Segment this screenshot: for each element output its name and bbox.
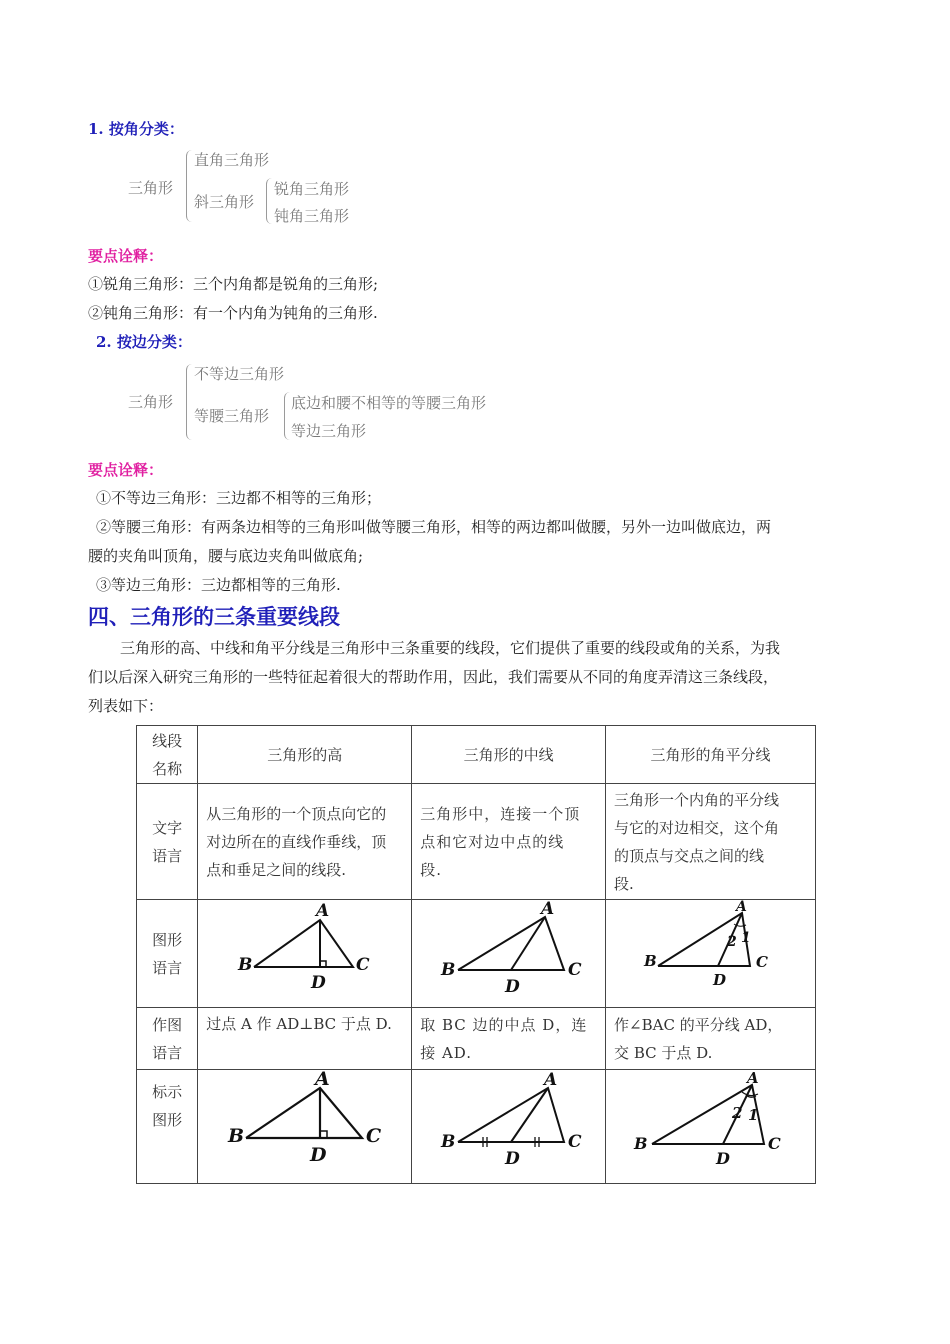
cell-label-marked <box>137 1070 198 1184</box>
triangle-abc <box>254 920 353 967</box>
label-d: D <box>713 971 727 989</box>
label-1: 1 <box>748 1106 759 1124</box>
label-c: C <box>568 960 582 980</box>
cell-label-text <box>137 784 198 900</box>
cell-text: 接 AD. <box>420 1043 473 1062</box>
cell-text: 三角形中，连接一个顶 <box>420 804 581 823</box>
sec1-note-1: ①锐角三角形：三个内角都是锐角的三角形; <box>88 275 379 293</box>
label-1: 1 <box>741 930 751 946</box>
altitude-marked-diagram <box>198 1070 410 1174</box>
cell-text: 从三角形的一个顶点向它的 <box>206 804 387 823</box>
label-b: B <box>644 952 657 970</box>
cell-median-text <box>412 784 606 900</box>
cell-bisector-text <box>606 784 816 900</box>
median-line-ad <box>511 1088 548 1142</box>
cell-text: 语言 <box>152 846 183 865</box>
sec2-isosceles: 等腰三角形 <box>194 407 270 425</box>
cell-text: 图形 <box>152 1111 183 1129</box>
cell-text: 的顶点与交点之间的线 <box>614 846 765 865</box>
cell-text: 取 BC 边的中点 D，连 <box>420 1015 588 1034</box>
cell-median-figure <box>412 900 606 1008</box>
cell-text: 过点 A 作 AD⊥BC 于点 D. <box>206 1015 392 1033</box>
cell-text: 标示 <box>152 1083 183 1101</box>
sec1-note-title: 要点诠释： <box>88 247 164 265</box>
table-row-marked <box>137 1070 816 1184</box>
sec2-brace-main <box>186 364 193 440</box>
cell-text: 图形 <box>152 930 183 949</box>
cell-text: 名称 <box>152 759 183 778</box>
cell-text: 对边所在的直线作垂线，顶 <box>206 832 387 851</box>
triangle-abc <box>458 1088 564 1142</box>
label-d: D <box>311 973 327 993</box>
sec1-oblique-triangle: 斜三角形 <box>194 193 255 211</box>
sec1-obtuse-triangle: 钝角三角形 <box>274 207 350 225</box>
sec2-note-2b: 腰的夹角叫顶角，腰与底边夹角叫做底角; <box>88 547 364 565</box>
sec2-title: 2. 按边分类： <box>96 333 192 351</box>
cell-altitude-figure <box>198 900 412 1008</box>
sec1-right-triangle: 直角三角形 <box>194 151 270 169</box>
table-row-construction <box>137 1008 816 1070</box>
sec2-note-title: 要点诠释： <box>88 461 164 479</box>
sec2-iso-sub2: 等边三角形 <box>291 422 367 440</box>
bisector-marked-diagram <box>606 1070 814 1174</box>
label-a: A <box>747 1070 759 1087</box>
label-d: D <box>310 1144 327 1166</box>
label-b: B <box>228 1125 245 1147</box>
sec2-note-2a: ②等腰三角形：有两条边相等的三角形叫做等腰三角形，相等的两边都叫做腰，另外一边叫做底边，两 <box>96 518 772 536</box>
triangle-abc <box>246 1088 362 1138</box>
cell-head-altitude: 三角形的高 <box>198 726 412 784</box>
intro-line-3: 列表如下： <box>88 697 164 715</box>
label-a: A <box>736 900 747 915</box>
cell-label-figure <box>137 900 198 1008</box>
label-d: D <box>505 1149 520 1169</box>
cell-text: 作图 <box>152 1015 183 1034</box>
sec1-acute-triangle: 锐角三角形 <box>274 180 350 198</box>
sec2-note-3: ③等边三角形：三边都相等的三角形. <box>96 576 341 594</box>
cell-text: 三角形一个内角的平分线 <box>614 790 780 809</box>
cell-text: 段. <box>420 860 442 879</box>
label-a: A <box>541 900 555 919</box>
sec1-root: 三角形 <box>128 179 174 197</box>
cell-text: 语言 <box>152 1043 183 1062</box>
label-b: B <box>634 1134 648 1153</box>
label-b: B <box>238 955 253 975</box>
table-row-header <box>137 726 816 784</box>
label-d: D <box>505 977 520 997</box>
cell-text: 线段 <box>152 731 183 750</box>
cell-head-median: 三角形的中线 <box>412 726 606 784</box>
sec1-brace-main <box>186 150 193 222</box>
label-d: D <box>716 1149 730 1168</box>
angle-arc-outer <box>742 1092 758 1096</box>
cell-bisector-marked <box>606 1070 816 1184</box>
label-c: C <box>568 1132 582 1152</box>
label-a: A <box>315 1070 331 1090</box>
label-a: A <box>316 901 330 921</box>
cell-bisector-construction <box>606 1008 816 1070</box>
altitude-diagram <box>198 900 410 998</box>
cell-median-marked <box>412 1070 606 1184</box>
cell-text: 点和垂足之间的线段. <box>206 860 347 879</box>
cell-head-name <box>137 726 198 784</box>
median-line-ad <box>511 917 545 970</box>
bisector-diagram <box>606 900 814 998</box>
cell-text: 语言 <box>152 958 183 977</box>
cell-head-bisector: 三角形的角平分线 <box>606 726 816 784</box>
label-c: C <box>768 1134 781 1153</box>
sec2-note-1: ①不等边三角形：三边都不相等的三角形； <box>96 489 382 507</box>
triangle-abc <box>458 917 564 970</box>
cell-label-construction <box>137 1008 198 1070</box>
cell-text: 与它的对边相交，这个角 <box>614 818 780 837</box>
median-marked-diagram <box>412 1070 604 1174</box>
sec1-brace-sub <box>266 178 273 224</box>
cell-altitude-marked <box>198 1070 412 1184</box>
label-c: C <box>366 1125 382 1147</box>
label-b: B <box>441 960 456 980</box>
label-a: A <box>544 1070 558 1090</box>
sec2-root: 三角形 <box>128 393 174 411</box>
sec2-brace-sub <box>284 392 291 440</box>
cell-text: 点和它对边中点的线 <box>420 832 565 851</box>
label-2: 2 <box>732 1104 743 1122</box>
cell-text: 作∠BAC 的平分线 AD， <box>614 1015 783 1034</box>
cell-altitude-text <box>198 784 412 900</box>
sec2-scalene: 不等边三角形 <box>194 365 285 383</box>
intro-line-2: 们以后深入研究三角形的一些特征起着很大的帮助作用，因此，我们需要从不同的角度弄清这三条线段， <box>88 668 779 686</box>
cell-altitude-construction <box>198 1008 412 1070</box>
label-c: C <box>356 955 370 975</box>
sec1-title: 1. 按角分类： <box>88 120 184 138</box>
label-2: 2 <box>727 934 737 950</box>
cell-bisector-figure <box>606 900 816 1008</box>
label-b: B <box>441 1132 456 1152</box>
table-row-figure <box>137 900 816 1008</box>
intro-line-1: 三角形的高、中线和角平分线是三角形中三条重要的线段，它们提供了重要的线段或角的关系，为我 <box>120 639 781 657</box>
segments-table <box>136 725 816 1184</box>
cell-text: 段. <box>614 874 634 893</box>
sec1-note-2: ②钝角三角形：有一个内角为钝角的三角形. <box>88 304 378 322</box>
cell-text: 交 BC 于点 D. <box>614 1043 713 1062</box>
sec2-iso-sub1: 底边和腰不相等的等腰三角形 <box>291 394 487 412</box>
median-diagram <box>412 900 604 998</box>
intro-paragraph <box>88 634 863 721</box>
cell-median-construction <box>412 1008 606 1070</box>
table-row-text <box>137 784 816 900</box>
section-title: 四、三角形的三条重要线段 <box>88 605 340 629</box>
cell-text: 文字 <box>152 818 183 837</box>
label-c: C <box>756 953 768 971</box>
